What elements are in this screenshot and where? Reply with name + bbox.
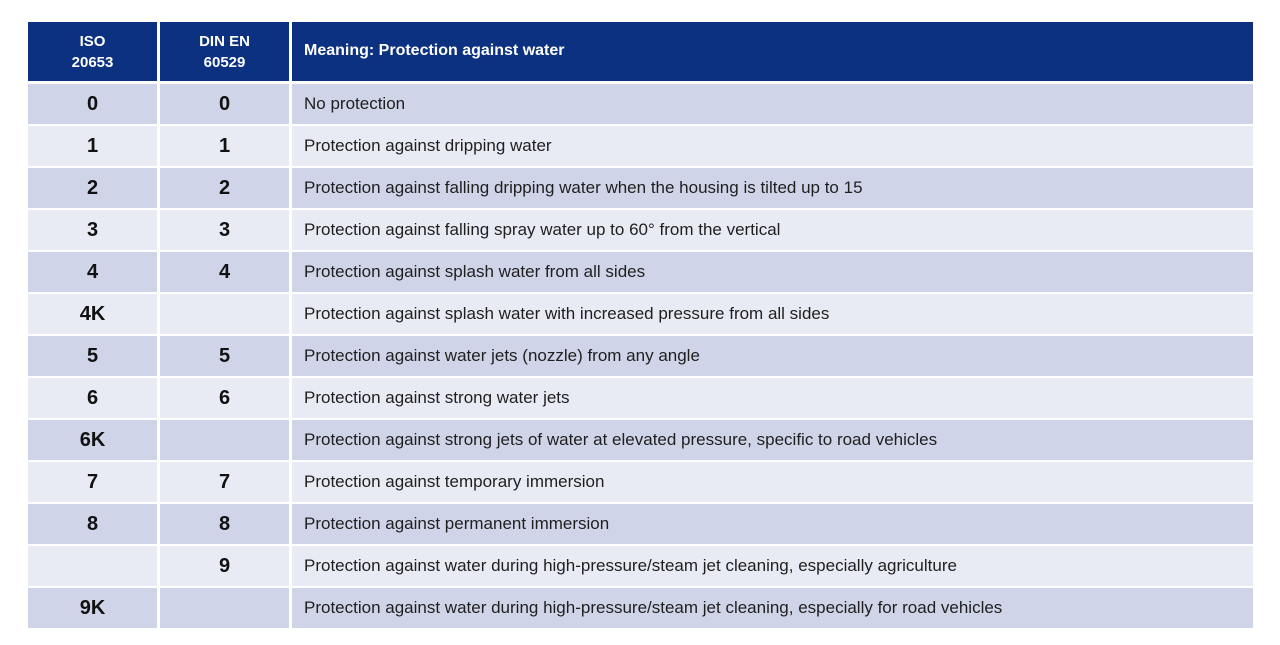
cell-meaning: Protection against permanent immersion [292, 504, 1253, 544]
table-row [28, 84, 1253, 124]
header-din-en-60529 [160, 22, 289, 81]
cell-iso-20653: 4 [28, 252, 157, 292]
cell-iso-20653: 4K [28, 294, 157, 334]
table-row [28, 462, 1253, 502]
table-row [28, 504, 1253, 544]
table-row [28, 168, 1253, 208]
cell-din-en-60529: 5 [160, 336, 289, 376]
table-row [28, 420, 1253, 460]
cell-meaning: No protection [292, 84, 1253, 124]
cell-meaning: Protection against strong water jets [292, 378, 1253, 418]
cell-iso-20653: 8 [28, 504, 157, 544]
cell-iso-20653: 3 [28, 210, 157, 250]
cell-iso-20653: 1 [28, 126, 157, 166]
cell-iso-20653: 5 [28, 336, 157, 376]
cell-meaning: Protection against temporary immersion [292, 462, 1253, 502]
table-row [28, 294, 1253, 334]
cell-din-en-60529: 0 [160, 84, 289, 124]
table-row [28, 378, 1253, 418]
table-row [28, 336, 1253, 376]
table-row [28, 210, 1253, 250]
cell-din-en-60529 [160, 294, 289, 334]
cell-iso-20653: 0 [28, 84, 157, 124]
cell-meaning: Protection against dripping water [292, 126, 1253, 166]
header-din-line2: 60529 [203, 53, 246, 71]
table-row [28, 126, 1253, 166]
cell-meaning: Protection against water jets (nozzle) from any angle [292, 336, 1253, 376]
cell-din-en-60529: 4 [160, 252, 289, 292]
cell-iso-20653: 9K [28, 588, 157, 628]
cell-din-en-60529: 8 [160, 504, 289, 544]
cell-meaning: Protection against water during high-pressure/steam jet cleaning, especially agriculture [292, 546, 1253, 586]
cell-iso-20653 [28, 546, 157, 586]
header-iso-line2: 20653 [71, 53, 114, 71]
cell-din-en-60529 [160, 420, 289, 460]
cell-din-en-60529: 9 [160, 546, 289, 586]
cell-din-en-60529 [160, 588, 289, 628]
table-header-row [28, 22, 1253, 81]
header-iso-20653 [28, 22, 157, 81]
cell-iso-20653: 7 [28, 462, 157, 502]
header-din-line1: DIN EN [199, 32, 250, 50]
cell-meaning: Protection against falling spray water up to 60° from the vertical [292, 210, 1253, 250]
cell-din-en-60529: 3 [160, 210, 289, 250]
ip-water-protection-table [28, 22, 1253, 628]
cell-din-en-60529: 6 [160, 378, 289, 418]
cell-iso-20653: 6 [28, 378, 157, 418]
cell-iso-20653: 6K [28, 420, 157, 460]
table-row [28, 588, 1253, 628]
table-body [28, 84, 1253, 628]
cell-din-en-60529: 2 [160, 168, 289, 208]
cell-meaning: Protection against strong jets of water at elevated pressure, specific to road vehicles [292, 420, 1253, 460]
cell-meaning: Protection against falling dripping water when the housing is tilted up to 15 [292, 168, 1253, 208]
cell-meaning: Protection against splash water with increased pressure from all sides [292, 294, 1253, 334]
table-row [28, 546, 1253, 586]
cell-din-en-60529: 7 [160, 462, 289, 502]
cell-meaning: Protection against water during high-pressure/steam jet cleaning, especially for road vehicles [292, 588, 1253, 628]
cell-din-en-60529: 1 [160, 126, 289, 166]
header-iso-line1: ISO [79, 32, 106, 50]
table-row [28, 252, 1253, 292]
cell-meaning: Protection against splash water from all sides [292, 252, 1253, 292]
header-meaning [292, 22, 1253, 81]
header-meaning-label: Meaning: Protection against water [304, 42, 565, 60]
cell-iso-20653: 2 [28, 168, 157, 208]
